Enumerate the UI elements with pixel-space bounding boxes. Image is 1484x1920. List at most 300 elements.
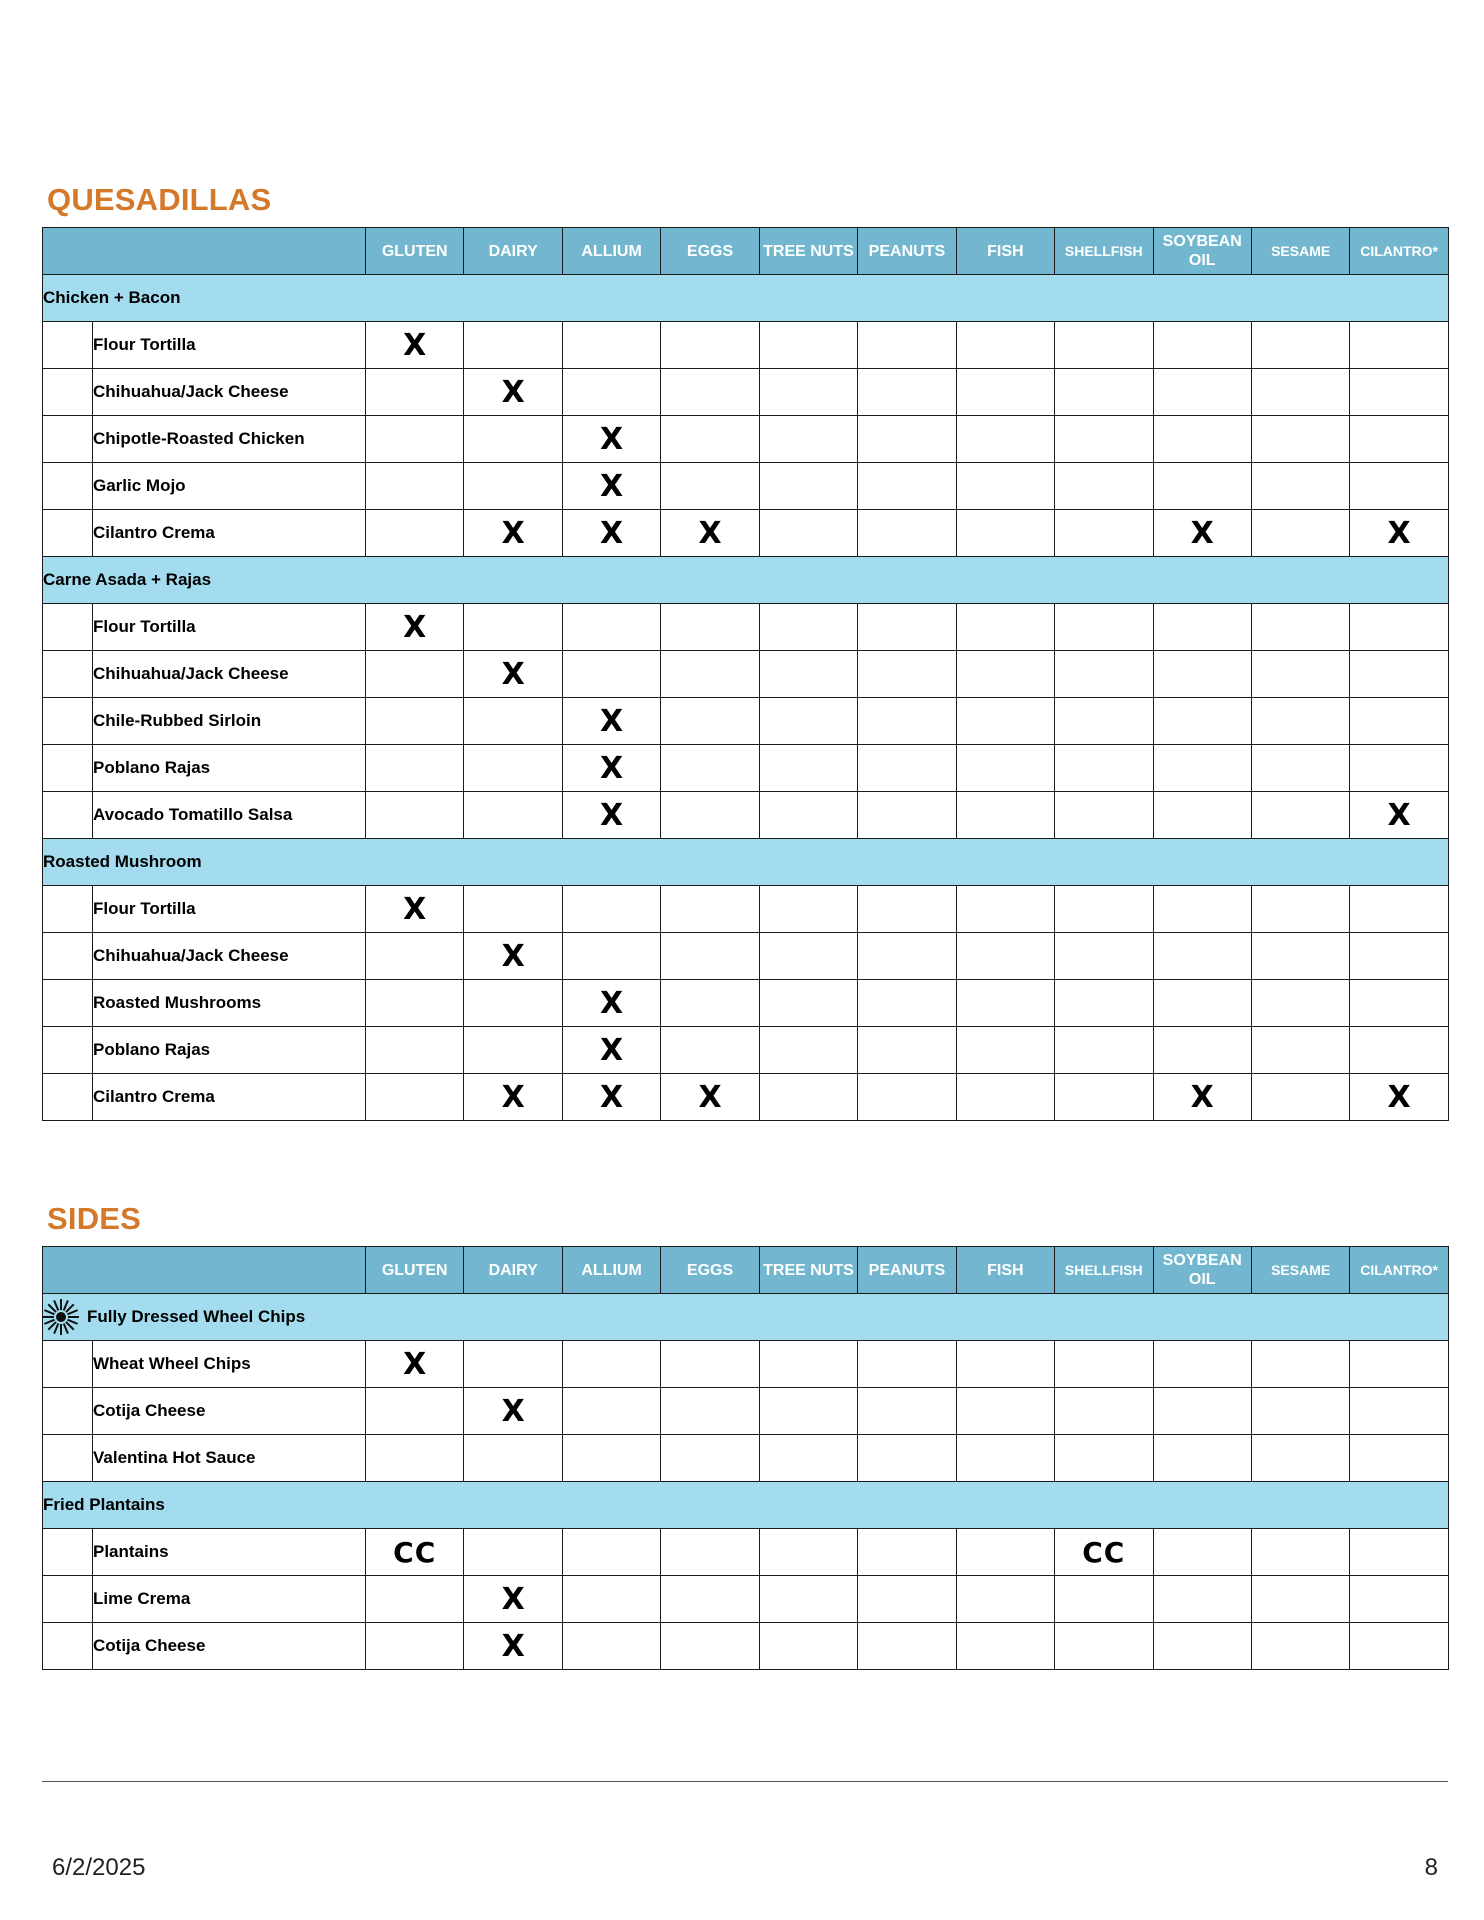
- allergen-mark: X: [562, 1027, 660, 1074]
- allergen-cell: [1055, 604, 1153, 651]
- allergen-cell: [1350, 416, 1448, 463]
- allergen-cell: [1251, 698, 1349, 745]
- allergen-cell: [1251, 1435, 1349, 1482]
- allergen-mark: X: [562, 792, 660, 839]
- allergen-cell: [1153, 792, 1251, 839]
- ingredient-name: Cilantro Crema: [93, 510, 366, 557]
- indent-cell: [43, 651, 93, 698]
- allergen-cell: [858, 1435, 956, 1482]
- group-name: Fried Plantains: [43, 1495, 165, 1514]
- allergen-cell: [661, 1388, 759, 1435]
- allergen-cell: [759, 1388, 857, 1435]
- allergen-cell: [759, 980, 857, 1027]
- allergen-cell: [1153, 1576, 1251, 1623]
- column-header-peanuts: PEANUTS: [858, 228, 956, 275]
- allergen-cell: [1055, 1623, 1153, 1670]
- header-corner: [43, 228, 366, 275]
- ingredient-name: Lime Crema: [93, 1576, 366, 1623]
- allergen-cell: [956, 463, 1054, 510]
- allergen-cell: [858, 1027, 956, 1074]
- allergen-cell: [661, 369, 759, 416]
- allergen-table-sides: [42, 1246, 1449, 1670]
- allergen-cell: [956, 1388, 1054, 1435]
- allergen-cell: [1055, 1435, 1153, 1482]
- allergen-cell: [562, 604, 660, 651]
- allergen-mark: X: [1350, 1074, 1448, 1121]
- group-name: Chicken + Bacon: [43, 288, 181, 307]
- ingredient-name: Flour Tortilla: [93, 322, 366, 369]
- allergen-cell: [1153, 1341, 1251, 1388]
- allergen-mark: X: [464, 1074, 562, 1121]
- ingredient-name: Flour Tortilla: [93, 604, 366, 651]
- allergen-cell: [1153, 1623, 1251, 1670]
- allergen-mark: X: [464, 510, 562, 557]
- ingredient-name: Avocado Tomatillo Salsa: [93, 792, 366, 839]
- allergen-cell: [1153, 651, 1251, 698]
- ingredient-name: Chipotle-Roasted Chicken: [93, 416, 366, 463]
- indent-cell: [43, 1529, 93, 1576]
- allergen-cell: [956, 792, 1054, 839]
- allergen-cell: [956, 933, 1054, 980]
- allergen-cell: [1251, 1074, 1349, 1121]
- allergen-cell: [858, 510, 956, 557]
- sunburst-badge-icon: [39, 1295, 83, 1339]
- allergen-cell: [956, 1435, 1054, 1482]
- section-title-quesadillas: QUESADILLAS: [47, 182, 272, 217]
- allergen-mark: X: [562, 745, 660, 792]
- indent-cell: [43, 745, 93, 792]
- allergen-cell: [661, 1027, 759, 1074]
- column-header-fish: FISH: [956, 228, 1054, 275]
- allergen-cell: [661, 604, 759, 651]
- group-header: [43, 1482, 1449, 1529]
- group-header: [43, 275, 1449, 322]
- allergen-cell: [464, 463, 562, 510]
- allergen-cell: [1055, 698, 1153, 745]
- group-header: [43, 1294, 1449, 1341]
- footer-divider: [42, 1781, 1448, 1782]
- indent-cell: [43, 792, 93, 839]
- ingredient-name: Cotija Cheese: [93, 1623, 366, 1670]
- allergen-cell: [1350, 369, 1448, 416]
- indent-cell: [43, 1388, 93, 1435]
- group-name: Fully Dressed Wheel Chips: [87, 1307, 306, 1326]
- allergen-cell: [562, 1388, 660, 1435]
- allergen-cell: [366, 933, 464, 980]
- ingredient-name: Chihuahua/Jack Cheese: [93, 651, 366, 698]
- column-header-tree-nuts: TREE NUTS: [759, 1247, 857, 1294]
- table-row: [43, 1074, 1449, 1121]
- allergen-cell: [1251, 886, 1349, 933]
- column-header-shellfish: SHELLFISH: [1055, 1247, 1153, 1294]
- header-corner: [43, 1247, 366, 1294]
- allergen-cell: [1153, 980, 1251, 1027]
- allergen-cell: [1055, 980, 1153, 1027]
- allergen-mark: X: [562, 1074, 660, 1121]
- allergen-cell: [661, 933, 759, 980]
- allergen-cell: [858, 933, 956, 980]
- allergen-cell: [366, 1027, 464, 1074]
- table-row: [43, 792, 1449, 839]
- allergen-cell: [759, 698, 857, 745]
- allergen-cell: [1055, 1074, 1153, 1121]
- allergen-cell: [956, 745, 1054, 792]
- allergen-cell: [1251, 463, 1349, 510]
- allergen-cell: [956, 369, 1054, 416]
- allergen-cell: [1251, 322, 1349, 369]
- allergen-cell: [956, 322, 1054, 369]
- allergen-cell: [464, 886, 562, 933]
- allergen-cell: [759, 1074, 857, 1121]
- allergen-cell: [464, 745, 562, 792]
- allergen-cell: [858, 604, 956, 651]
- allergen-cell: [1251, 369, 1349, 416]
- allergen-cell: [366, 651, 464, 698]
- allergen-mark: X: [661, 510, 759, 557]
- allergen-cell: [858, 1341, 956, 1388]
- allergen-cell: [956, 886, 1054, 933]
- column-header-allium: ALLIUM: [562, 228, 660, 275]
- table-row: [43, 651, 1449, 698]
- group-header: [43, 839, 1449, 886]
- table-row: [43, 369, 1449, 416]
- allergen-cell: [464, 604, 562, 651]
- ingredient-name: Poblano Rajas: [93, 1027, 366, 1074]
- allergen-cell: [1350, 1341, 1448, 1388]
- allergen-cell: [366, 1623, 464, 1670]
- column-header-eggs: EGGS: [661, 1247, 759, 1294]
- table-row: [43, 886, 1449, 933]
- allergen-cell: [1153, 698, 1251, 745]
- allergen-cell: [661, 463, 759, 510]
- table-row: [43, 510, 1449, 557]
- ingredient-name: Plantains: [93, 1529, 366, 1576]
- allergen-mark: X: [562, 416, 660, 463]
- allergen-cell: [464, 980, 562, 1027]
- allergen-mark: X: [464, 1623, 562, 1670]
- allergen-cell: [1055, 933, 1153, 980]
- allergen-cell: [759, 886, 857, 933]
- allergen-cell: [1350, 1388, 1448, 1435]
- allergen-cell: [759, 745, 857, 792]
- allergen-cell: [366, 463, 464, 510]
- allergen-cell: [759, 604, 857, 651]
- table-row: [43, 463, 1449, 510]
- column-header-peanuts: PEANUTS: [858, 1247, 956, 1294]
- allergen-cell: [1251, 416, 1349, 463]
- allergen-cell: [1153, 463, 1251, 510]
- allergen-cell: [464, 698, 562, 745]
- allergen-cell: [464, 1529, 562, 1576]
- ingredient-name: Poblano Rajas: [93, 745, 366, 792]
- allergen-cell: [1251, 1529, 1349, 1576]
- allergen-cell: [464, 1027, 562, 1074]
- allergen-cell: [956, 1027, 1054, 1074]
- allergen-cell: [1350, 886, 1448, 933]
- allergen-cell: [1055, 510, 1153, 557]
- allergen-cell: [858, 698, 956, 745]
- allergen-cell: [1153, 322, 1251, 369]
- allergen-mark: CC: [366, 1529, 464, 1576]
- allergen-cell: [759, 1529, 857, 1576]
- allergen-cell: [1055, 651, 1153, 698]
- allergen-cell: [1055, 1576, 1153, 1623]
- group-name: Roasted Mushroom: [43, 852, 202, 871]
- allergen-mark: X: [464, 933, 562, 980]
- column-header-cilantro: CILANTRO*: [1350, 1247, 1448, 1294]
- allergen-cell: [956, 980, 1054, 1027]
- allergen-cell: [1153, 369, 1251, 416]
- allergen-cell: [858, 980, 956, 1027]
- allergen-cell: [1055, 1341, 1153, 1388]
- indent-cell: [43, 322, 93, 369]
- column-header-fish: FISH: [956, 1247, 1054, 1294]
- allergen-cell: [1350, 1435, 1448, 1482]
- indent-cell: [43, 463, 93, 510]
- allergen-cell: [1153, 745, 1251, 792]
- allergen-cell: [858, 651, 956, 698]
- allergen-cell: [1350, 1576, 1448, 1623]
- page-number: 8: [1424, 1854, 1438, 1881]
- allergen-cell: [1153, 416, 1251, 463]
- ingredient-name: Chihuahua/Jack Cheese: [93, 369, 366, 416]
- allergen-cell: [661, 1435, 759, 1482]
- allergen-cell: [1251, 1623, 1349, 1670]
- indent-cell: [43, 698, 93, 745]
- allergen-cell: [366, 369, 464, 416]
- ingredient-name: Chile-Rubbed Sirloin: [93, 698, 366, 745]
- allergen-cell: [1153, 933, 1251, 980]
- allergen-cell: [661, 698, 759, 745]
- column-header-tree-nuts: TREE NUTS: [759, 228, 857, 275]
- ingredient-name: Valentina Hot Sauce: [93, 1435, 366, 1482]
- allergen-cell: [1251, 510, 1349, 557]
- allergen-mark: CC: [1055, 1529, 1153, 1576]
- table-row: [43, 1435, 1449, 1482]
- allergen-cell: [562, 1435, 660, 1482]
- allergen-cell: [562, 1529, 660, 1576]
- allergen-cell: [858, 1529, 956, 1576]
- allergen-mark: X: [661, 1074, 759, 1121]
- allergen-cell: [661, 416, 759, 463]
- allergen-cell: [1350, 651, 1448, 698]
- table-row: [43, 933, 1449, 980]
- allergen-cell: [956, 651, 1054, 698]
- indent-cell: [43, 980, 93, 1027]
- allergen-cell: [1251, 933, 1349, 980]
- allergen-cell: [464, 1341, 562, 1388]
- column-header-sesame: SESAME: [1251, 1247, 1349, 1294]
- allergen-cell: [1350, 604, 1448, 651]
- allergen-cell: [464, 792, 562, 839]
- table-row: [43, 1341, 1449, 1388]
- allergen-cell: [858, 463, 956, 510]
- allergen-table-quesadillas: [42, 227, 1449, 1121]
- allergen-cell: [661, 886, 759, 933]
- allergen-mark: X: [366, 1341, 464, 1388]
- allergen-cell: [562, 1576, 660, 1623]
- allergen-cell: [366, 698, 464, 745]
- column-header-gluten: GLUTEN: [366, 1247, 464, 1294]
- indent-cell: [43, 1576, 93, 1623]
- table-row: [43, 1529, 1449, 1576]
- allergen-cell: [661, 1623, 759, 1670]
- allergen-cell: [1350, 463, 1448, 510]
- allergen-cell: [956, 1576, 1054, 1623]
- allergen-cell: [1153, 1027, 1251, 1074]
- allergen-cell: [956, 1074, 1054, 1121]
- allergen-cell: [1251, 980, 1349, 1027]
- footer-date: 6/2/2025: [52, 1854, 146, 1881]
- allergen-cell: [661, 651, 759, 698]
- allergen-cell: [1350, 1027, 1448, 1074]
- column-header-shellfish: SHELLFISH: [1055, 228, 1153, 275]
- allergen-cell: [366, 745, 464, 792]
- allergen-cell: [858, 886, 956, 933]
- allergen-cell: [759, 510, 857, 557]
- allergen-cell: [1350, 1623, 1448, 1670]
- column-header-allium: ALLIUM: [562, 1247, 660, 1294]
- ingredient-name: Roasted Mushrooms: [93, 980, 366, 1027]
- allergen-cell: [759, 416, 857, 463]
- indent-cell: [43, 1623, 93, 1670]
- allergen-cell: [1251, 604, 1349, 651]
- allergen-cell: [759, 1341, 857, 1388]
- allergen-cell: [464, 1435, 562, 1482]
- allergen-cell: [562, 933, 660, 980]
- column-header-gluten: GLUTEN: [366, 228, 464, 275]
- indent-cell: [43, 416, 93, 463]
- column-header-sesame: SESAME: [1251, 228, 1349, 275]
- allergen-mark: X: [562, 698, 660, 745]
- allergen-cell: [759, 651, 857, 698]
- allergen-cell: [661, 792, 759, 839]
- allergen-cell: [1350, 745, 1448, 792]
- allergen-cell: [1153, 886, 1251, 933]
- allergen-mark: X: [366, 886, 464, 933]
- column-header-cilantro: CILANTRO*: [1350, 228, 1448, 275]
- allergen-mark: X: [464, 651, 562, 698]
- allergen-cell: [562, 886, 660, 933]
- allergen-cell: [1153, 1388, 1251, 1435]
- allergen-cell: [1153, 604, 1251, 651]
- table-row: [43, 980, 1449, 1027]
- allergen-cell: [562, 651, 660, 698]
- allergen-mark: X: [464, 1388, 562, 1435]
- allergen-cell: [1251, 745, 1349, 792]
- allergen-cell: [1055, 369, 1153, 416]
- header-row: [43, 228, 1449, 275]
- ingredient-name: Chihuahua/Jack Cheese: [93, 933, 366, 980]
- allergen-cell: [1055, 416, 1153, 463]
- allergen-cell: [366, 1388, 464, 1435]
- group-row: [43, 557, 1449, 604]
- allergen-cell: [1153, 1529, 1251, 1576]
- allergen-cell: [661, 745, 759, 792]
- allergen-cell: [1153, 1435, 1251, 1482]
- allergen-cell: [858, 1576, 956, 1623]
- indent-cell: [43, 510, 93, 557]
- allergen-cell: [1350, 322, 1448, 369]
- allergen-cell: [858, 1388, 956, 1435]
- indent-cell: [43, 886, 93, 933]
- allergen-cell: [1350, 980, 1448, 1027]
- allergen-cell: [661, 980, 759, 1027]
- indent-cell: [43, 933, 93, 980]
- allergen-mark: X: [562, 510, 660, 557]
- group-row: [43, 1294, 1449, 1341]
- allergen-cell: [366, 1576, 464, 1623]
- allergen-mark: X: [366, 322, 464, 369]
- column-header-soybean-oil: SOYBEAN OIL: [1153, 228, 1251, 275]
- allergen-cell: [464, 322, 562, 369]
- group-row: [43, 275, 1449, 322]
- allergen-cell: [1055, 1388, 1153, 1435]
- allergen-cell: [661, 1576, 759, 1623]
- allergen-mark: X: [1153, 1074, 1251, 1121]
- indent-cell: [43, 369, 93, 416]
- allergen-mark: X: [562, 463, 660, 510]
- allergen-cell: [759, 1576, 857, 1623]
- ingredient-name: Cilantro Crema: [93, 1074, 366, 1121]
- allergen-mark: X: [464, 1576, 562, 1623]
- allergen-cell: [1350, 933, 1448, 980]
- allergen-cell: [366, 792, 464, 839]
- table-row: [43, 416, 1449, 463]
- allergen-cell: [759, 322, 857, 369]
- header-row: [43, 1247, 1449, 1294]
- allergen-cell: [956, 510, 1054, 557]
- allergen-cell: [956, 698, 1054, 745]
- section-title-sides: SIDES: [47, 1201, 142, 1236]
- allergen-cell: [366, 510, 464, 557]
- column-header-dairy: DAIRY: [464, 1247, 562, 1294]
- table-row: [43, 1576, 1449, 1623]
- group-row: [43, 1482, 1449, 1529]
- allergen-cell: [1251, 1576, 1349, 1623]
- allergen-cell: [562, 1623, 660, 1670]
- table-row: [43, 1388, 1449, 1435]
- allergen-cell: [858, 792, 956, 839]
- table-row: [43, 1027, 1449, 1074]
- allergen-cell: [661, 322, 759, 369]
- allergen-cell: [366, 1074, 464, 1121]
- column-header-eggs: EGGS: [661, 228, 759, 275]
- allergen-cell: [956, 1529, 1054, 1576]
- indent-cell: [43, 604, 93, 651]
- allergen-cell: [464, 416, 562, 463]
- allergen-cell: [1251, 1388, 1349, 1435]
- allergen-mark: X: [366, 604, 464, 651]
- allergen-mark: X: [1350, 792, 1448, 839]
- allergen-cell: [1251, 651, 1349, 698]
- allergen-cell: [1350, 698, 1448, 745]
- allergen-cell: [858, 1074, 956, 1121]
- allergen-cell: [366, 1435, 464, 1482]
- allergen-cell: [759, 1027, 857, 1074]
- column-header-dairy: DAIRY: [464, 228, 562, 275]
- allergen-cell: [562, 1341, 660, 1388]
- indent-cell: [43, 1435, 93, 1482]
- allergen-cell: [562, 322, 660, 369]
- allergen-cell: [1350, 1529, 1448, 1576]
- allergen-cell: [858, 322, 956, 369]
- allergen-mark: X: [464, 369, 562, 416]
- ingredient-name: Cotija Cheese: [93, 1388, 366, 1435]
- allergen-cell: [1055, 792, 1153, 839]
- allergen-cell: [759, 792, 857, 839]
- ingredient-name: Wheat Wheel Chips: [93, 1341, 366, 1388]
